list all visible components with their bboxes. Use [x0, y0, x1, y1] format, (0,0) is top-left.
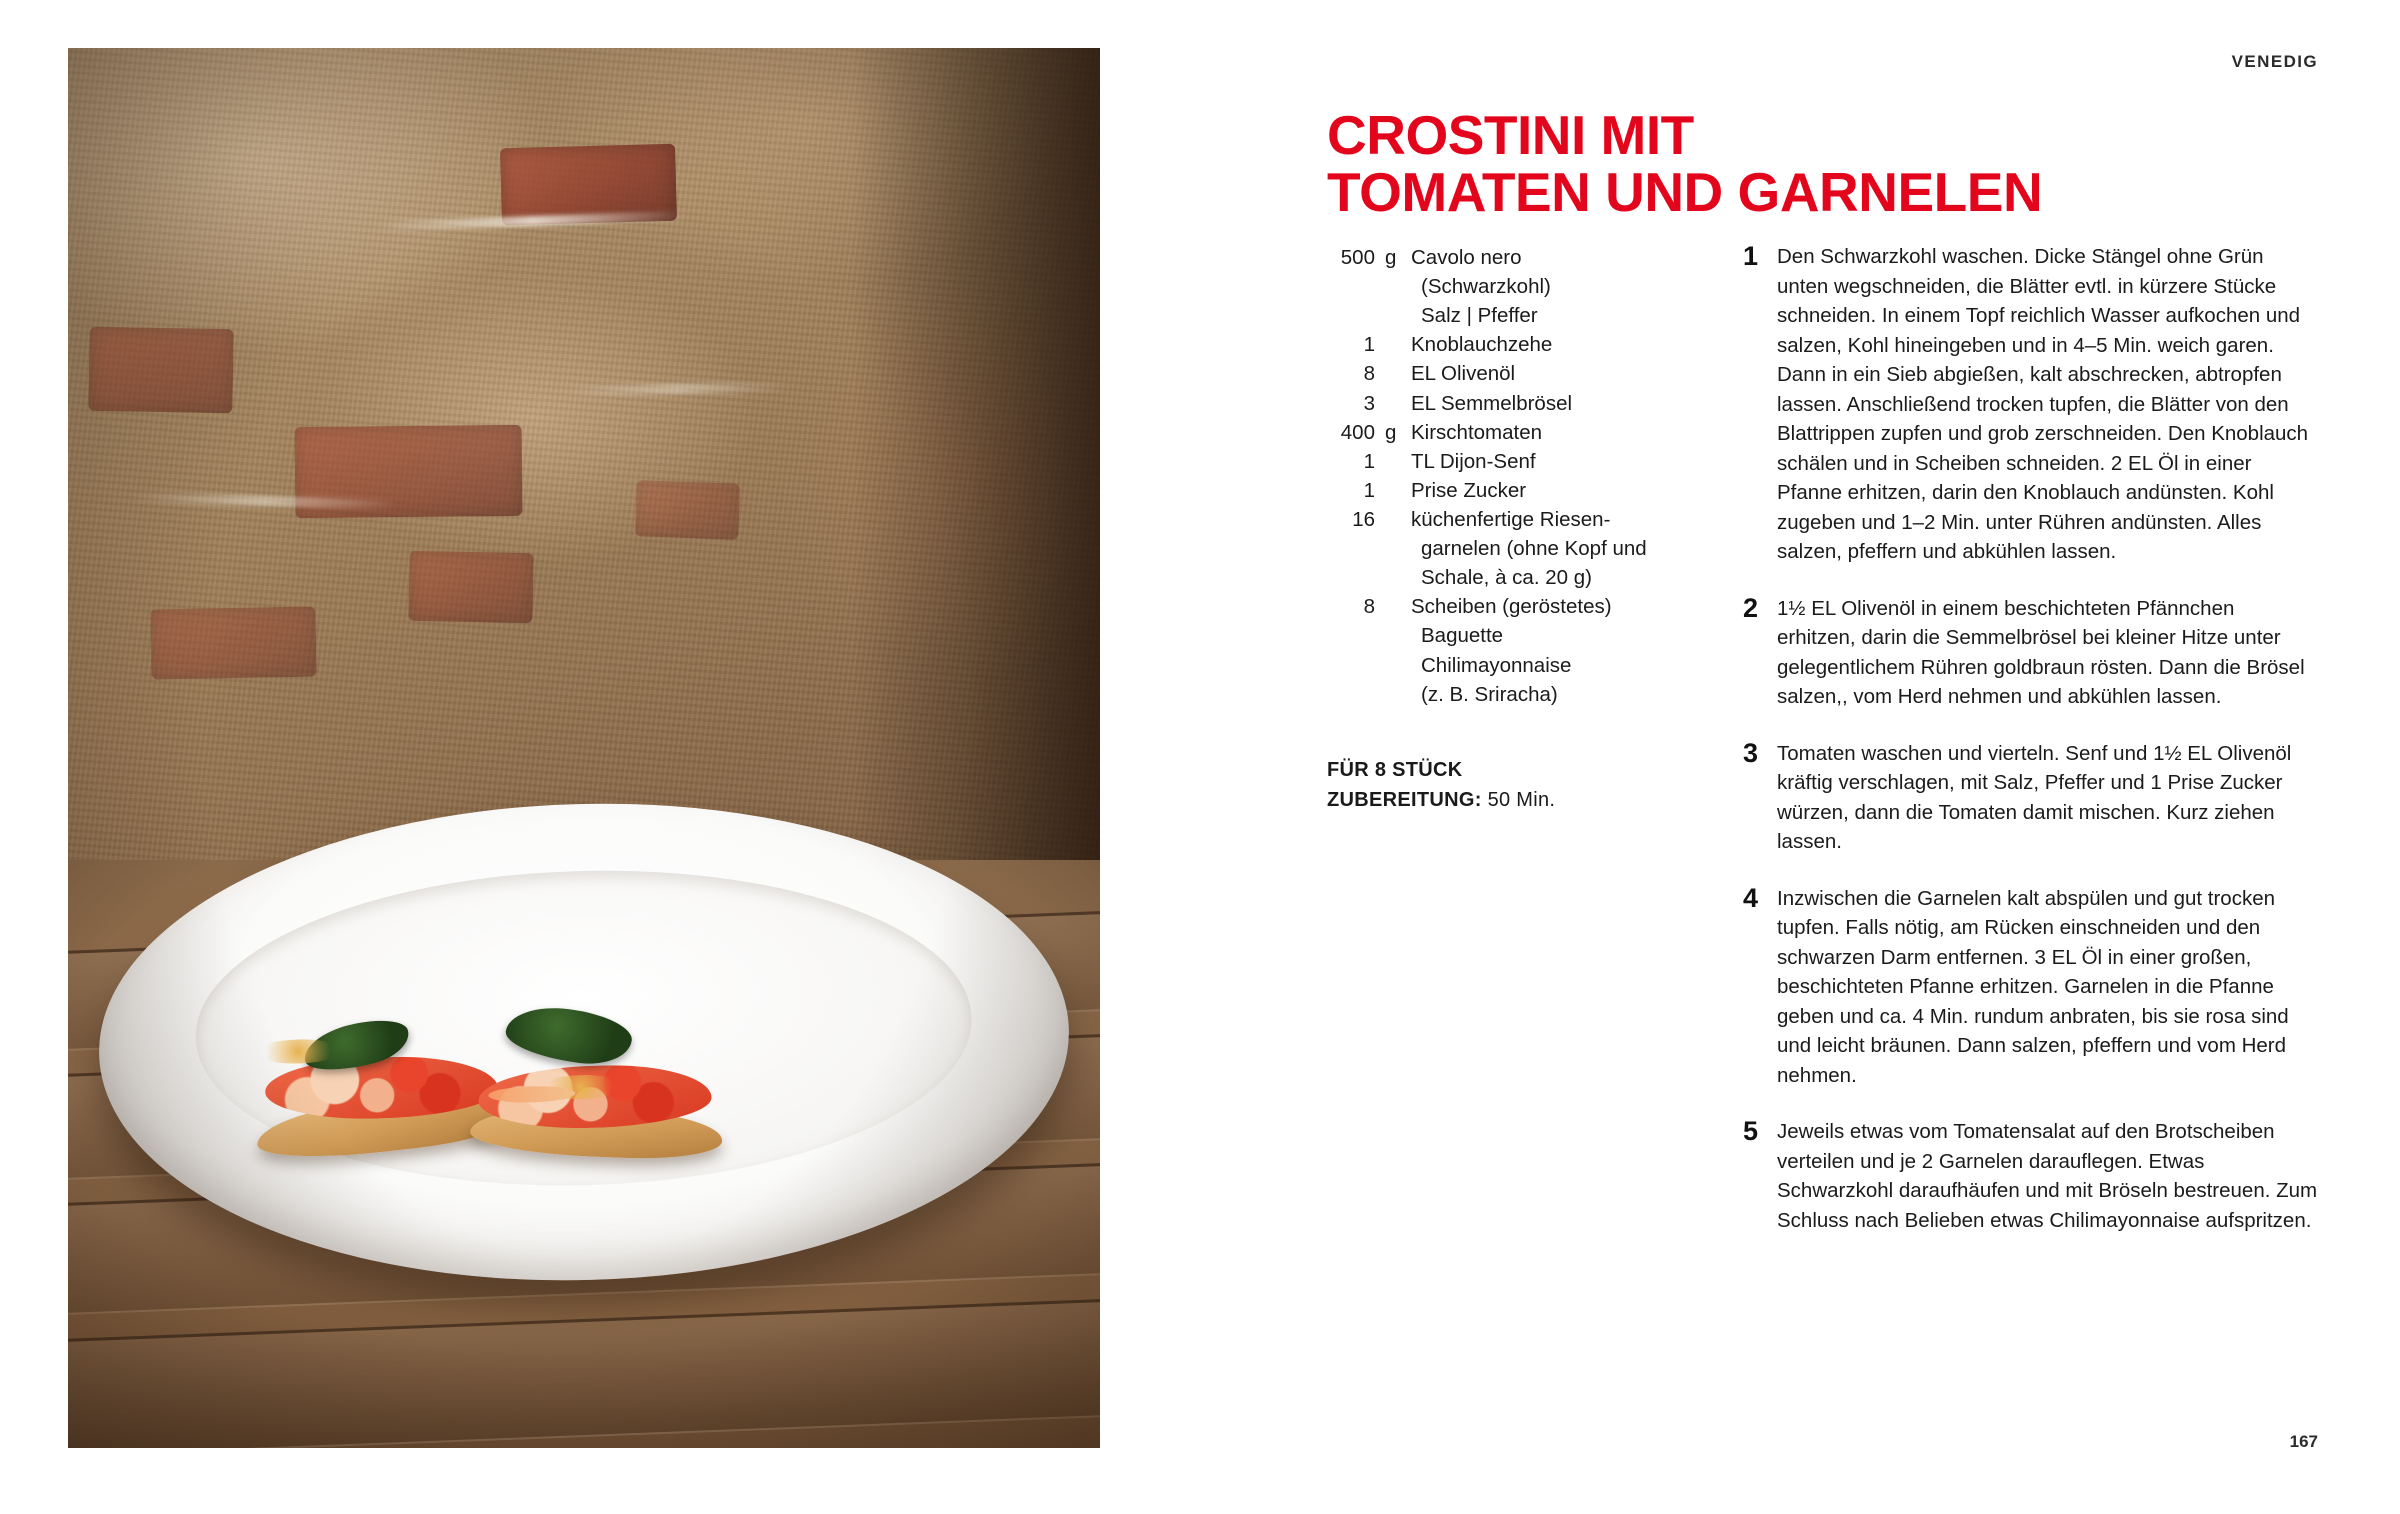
- brick: [88, 327, 234, 414]
- page-number: 167: [2289, 1432, 2318, 1451]
- ingredient-name: Baguette: [1421, 624, 1504, 648]
- ingredient-quantity: 8: [1363, 595, 1375, 619]
- ingredient-quantity: 1: [1363, 333, 1375, 357]
- ingredient-item: [1327, 272, 1677, 301]
- table-plank: [68, 1297, 1100, 1448]
- ingredient-quantity: 3: [1363, 391, 1375, 415]
- preparation-step: [1743, 1117, 2318, 1235]
- ingredient-item: [1327, 592, 1677, 621]
- ingredient-unit: g: [1385, 246, 1397, 269]
- recipe-title-line-2: TOMATEN UND GARNELEN: [1327, 161, 2043, 224]
- preparation-step: [1743, 884, 2318, 1091]
- step-text: Tomaten waschen und vierteln. Senf und 1½ EL Olivenöl kräftig verschlagen, mit Salz, Pfeffer und 1 Prise Zucker würzen, dann die Tomaten damit mischen. Kurz ziehen lassen.: [1777, 741, 2292, 854]
- recipe-columns: [1327, 240, 2318, 1454]
- preparation-step: [1743, 594, 2318, 712]
- right-page: [1270, 0, 2400, 1514]
- ingredient-name: küchenfertige Riesen-: [1411, 507, 1611, 531]
- ingredient-name: Cavolo nero: [1411, 246, 1522, 269]
- step-number: 5: [1743, 1116, 1759, 1147]
- photo-canvas: [68, 48, 1100, 1448]
- preparation-step: [1743, 242, 2318, 567]
- ingredient-name: (Schwarzkohl): [1421, 275, 1551, 299]
- ingredient-name: Schale, à ca. 20 g): [1421, 566, 1592, 590]
- ingredient-name: garnelen (ohne Kopf und: [1421, 537, 1647, 561]
- steps-column: [1743, 240, 2318, 1454]
- ingredient-name: Kirschtomaten: [1411, 420, 1543, 444]
- ingredient-name: Chilimayonnaise: [1421, 653, 1572, 677]
- ingredient-quantity: 400: [1340, 420, 1375, 444]
- ingredient-name: TL Dijon-Senf: [1411, 449, 1536, 473]
- brick: [150, 607, 316, 680]
- ingredient-name: EL Semmelbrösel: [1411, 391, 1573, 415]
- ingredient-quantity: 16: [1352, 507, 1375, 531]
- step-text: Jeweils etwas vom Tomatensalat auf den Brotscheiben verteilen und je 2 Garnelen darauflegen. Etwas Schwarzkohl daraufhäufen und mit Bröseln bestreuen. Zum Schluss nach Belieben etwas Chilimayonnaise aufspritzen.: [1777, 1120, 2318, 1232]
- ingredient-name: Prise Zucker: [1411, 478, 1527, 502]
- ingredient-name: Salz | Pfeffer: [1421, 304, 1538, 328]
- preparation-time-value: 50 Min.: [1481, 788, 1556, 811]
- ingredient-item: [1327, 243, 1677, 272]
- ingredient-item: [1327, 505, 1677, 534]
- step-text: Den Schwarzkohl waschen. Dicke Stängel ohne Grün unten wegschneiden, die Blätter evtl. in kürzere Stücke schneiden. In einem Topf reichlich Wasser aufkochen und salzen, Kohl hineingeben und in 4–5 Min. weich garen. Dann in ein Sieb abgießen, kalt abschrecken, abtropfen lassen. Anschließend trocken tupfen, die Blätter von den Blattrippen zupfen und grob zerschneiden. Den Knoblauch schälen und in Scheiben schneiden. 2 EL Öl in einer Pfanne erhitzen, darin den Knoblauch andünsten. Kohl zugeben und 1–2 Min. unter Rühren andünsten. Alles salzen, pfeffern und abkühlen lassen.: [1777, 245, 2309, 564]
- ingredient-name: (z. B. Sriracha): [1421, 682, 1558, 706]
- ingredient-item: [1327, 476, 1677, 505]
- ingredient-unit: g: [1385, 420, 1397, 444]
- ingredient-quantity: 8: [1363, 362, 1375, 386]
- chapter-label: VENEDIG: [2231, 52, 2318, 71]
- ingredient-item: [1327, 418, 1677, 447]
- ingredient-item: [1327, 651, 1677, 680]
- recipe-meta: [1327, 755, 1677, 815]
- ingredient-quantity: 500: [1340, 246, 1375, 269]
- recipe-title-line-1: CROSTINI MIT: [1327, 103, 1694, 166]
- step-number: 3: [1743, 737, 1759, 768]
- ingredient-item: [1327, 389, 1677, 418]
- ingredient-quantity: 1: [1363, 449, 1375, 473]
- ingredient-item: [1327, 447, 1677, 476]
- step-number: 1: [1743, 241, 1759, 271]
- preparation-time-label: ZUBEREITUNG:: [1327, 788, 1482, 811]
- ingredient-item: [1327, 680, 1677, 709]
- ingredient-item: [1327, 621, 1677, 650]
- step-text: Inzwischen die Garnelen kalt abspülen und gut trocken tupfen. Falls nötig, am Rücken einschneiden und den schwarzen Darm entfernen. 3 EL Öl in einer großen, beschichteten Pfanne erhitzen. Garnelen in die Pfanne geben und ca. 4 Min. rundum anbraten, bis sie rosa sind und leicht bräunen. Dann salzen, pfeffern und vom Herd nehmen.: [1777, 886, 2289, 1087]
- step-number: 4: [1743, 882, 1759, 913]
- ingredient-item: [1327, 563, 1677, 592]
- ingredient-item: [1327, 534, 1677, 563]
- ingredient-item: [1327, 301, 1677, 330]
- ingredients-column: [1327, 240, 1677, 1454]
- brick: [408, 551, 533, 624]
- preparation-time: [1327, 785, 1677, 815]
- yield-label: FÜR 8 STÜCK: [1327, 758, 1463, 781]
- ingredient-quantity: 1: [1363, 478, 1375, 502]
- preparation-step: [1743, 739, 2318, 857]
- ingredient-name: EL Olivenöl: [1411, 362, 1516, 386]
- step-text: 1½ EL Olivenöl in einem beschichteten Pfännchen erhitzen, darin die Semmelbrösel bei kleiner Hitze unter gelegentlichem Rühren goldbraun rösten. Dann die Brösel salzen,, vom Herd nehmen und abkühlen lassen.: [1777, 596, 2305, 709]
- brick: [635, 480, 740, 540]
- page-title: [1327, 103, 2227, 224]
- recipe-photo: [68, 48, 1100, 1448]
- ingredient-item: [1327, 330, 1677, 359]
- ingredient-name: Knoblauchzehe: [1411, 333, 1553, 357]
- ingredient-name: Scheiben (geröstetes): [1411, 595, 1612, 619]
- step-number: 2: [1743, 592, 1759, 623]
- ingredients-list: [1327, 243, 1677, 709]
- ingredient-item: [1327, 359, 1677, 388]
